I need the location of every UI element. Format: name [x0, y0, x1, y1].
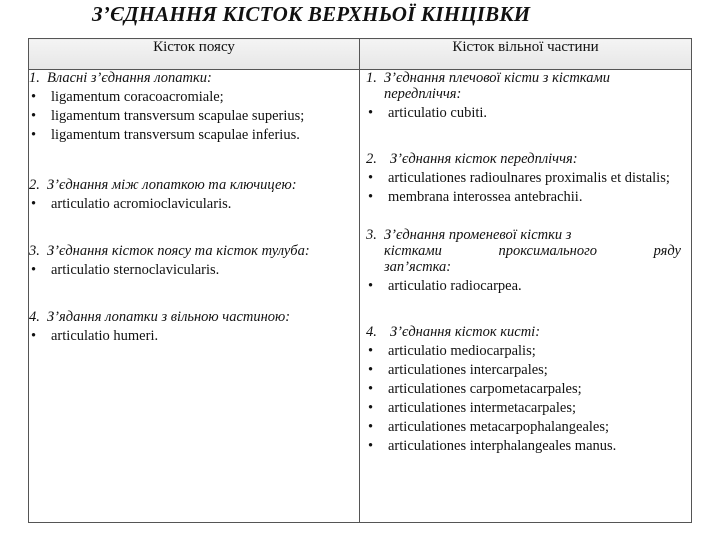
- list-item: [366, 324, 681, 454]
- list-item-text: articulatio sternoclavicularis.: [51, 262, 220, 278]
- group-heading: З’єднання кісток передпліччя:: [390, 151, 578, 167]
- group-heading: Власні з’єднання лопатки:: [47, 70, 212, 86]
- column-girdle: [29, 70, 360, 523]
- bullet: •: [368, 381, 374, 397]
- group-heading: З’єднання плечової кісти з кістками передпліччя:: [384, 70, 610, 102]
- bullet: •: [368, 343, 374, 359]
- bullet: •: [368, 362, 374, 378]
- list-item-text: articulationes interphalangeales manus.: [388, 438, 617, 454]
- group-heading: З’єднання між лопаткою та ключицею:: [47, 177, 297, 193]
- bullet: •: [31, 127, 37, 143]
- list-item-text: ligamentum transversum scapulae inferius.: [51, 127, 300, 143]
- list-item-text: articulatio humeri.: [51, 328, 159, 344]
- group-heading-line: зап’ястка:: [384, 259, 452, 275]
- list-item: [29, 243, 359, 278]
- bullet: •: [31, 108, 37, 124]
- group-number: 4.: [29, 309, 40, 325]
- list-item: [29, 177, 359, 212]
- bullet: •: [31, 328, 37, 344]
- list-item: [366, 227, 681, 294]
- group-number: 1.: [29, 70, 40, 86]
- group-number: 1.: [366, 70, 377, 86]
- list-item-text: articulationes radioulnares proximalis et distalis;: [388, 170, 670, 186]
- group-number: 3.: [29, 243, 40, 259]
- list-item: [366, 151, 681, 205]
- list-item-text: articulationes intermetacarpales;: [388, 400, 577, 416]
- list-item-text: articulatio mediocarpalis;: [388, 343, 536, 359]
- group-heading-line: З’єднання променевої кістки з: [384, 227, 572, 243]
- bullet: •: [368, 189, 374, 205]
- bullet: •: [368, 419, 374, 435]
- page-title: З’ЄДНАННЯ КІСТОК ВЕРХНЬОЇ КІНЦІВКИ: [92, 2, 531, 26]
- list-item: [29, 70, 359, 143]
- list-item-text: ligamentum coracoacromiale;: [51, 89, 224, 105]
- bullet: •: [368, 400, 374, 416]
- joints-table: [28, 38, 692, 523]
- group-heading-line: кістками проксимального ряду: [384, 243, 681, 259]
- group-heading: З’ядання лопатки з вільною частиною:: [47, 309, 291, 325]
- list-item-text: articulationes intercarpales;: [388, 362, 548, 378]
- list-item: [366, 70, 681, 121]
- group-number: 4.: [366, 324, 377, 340]
- group-heading: З’єднання кісток поясу та кісток тулуба:: [47, 243, 310, 259]
- bullet: •: [368, 438, 374, 454]
- column-free-part: [360, 70, 692, 523]
- bullet: •: [368, 170, 374, 186]
- list-item-text: ligamentum transversum scapulae superius;: [51, 108, 305, 124]
- bullet: •: [31, 262, 37, 278]
- list-item-text: articulatio acromioclavicularis.: [51, 196, 232, 212]
- list-item-text: articulatio radiocarpea.: [388, 278, 522, 294]
- list-item-text: membrana interossea antebrachii.: [388, 189, 583, 205]
- header-girdle: Кісток поясу: [29, 39, 360, 70]
- bullet: •: [31, 196, 37, 212]
- list-item-text: articulationes carpometacarpales;: [388, 381, 582, 397]
- group-number: 2.: [366, 151, 377, 167]
- group-heading: [384, 227, 681, 275]
- group-heading: З’єднання кісток кисті:: [390, 324, 541, 340]
- list-item: [29, 309, 359, 344]
- header-free-part: Кісток вільної частини: [360, 39, 692, 70]
- bullet: •: [31, 89, 37, 105]
- group-number: 3.: [366, 227, 377, 243]
- bullet: •: [368, 105, 374, 121]
- list-item-text: articulationes metacarpophalangeales;: [388, 419, 610, 435]
- bullet: •: [368, 278, 374, 294]
- list-item-text: articulatio cubiti.: [388, 105, 488, 121]
- group-number: 2.: [29, 177, 40, 193]
